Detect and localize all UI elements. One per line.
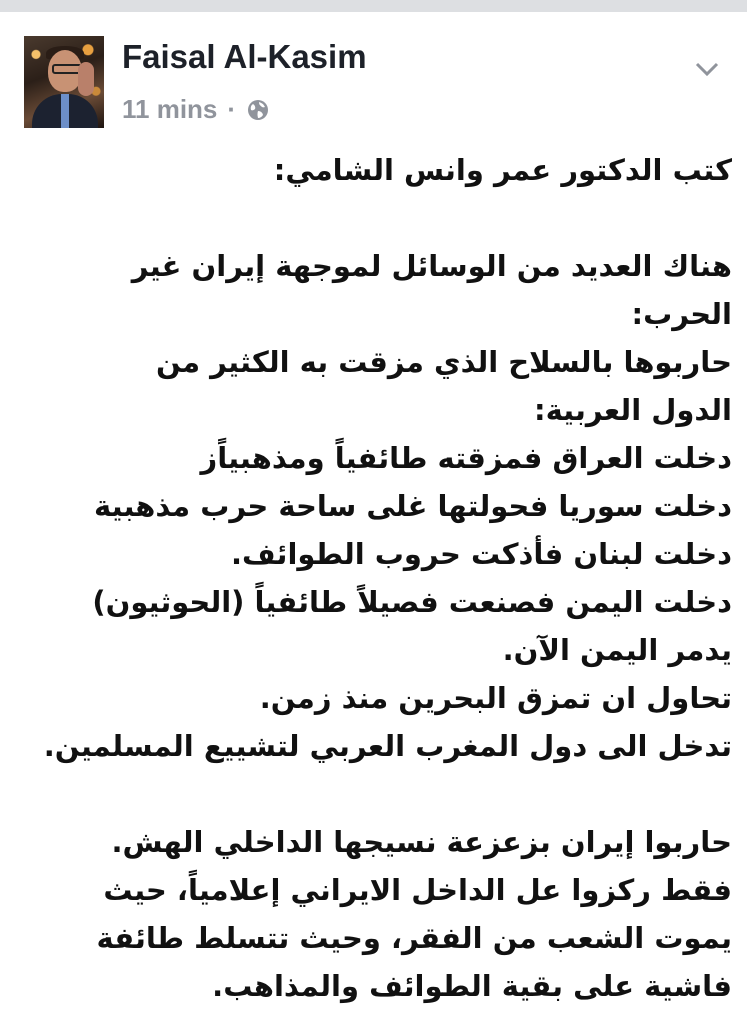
- post-line: حاربوها بالسلاح الذي مزقت به الكثير من: [155, 345, 732, 379]
- post-line: دخلت لبنان فأذكت حروب الطوائف.: [231, 537, 732, 571]
- avatar[interactable]: [24, 36, 104, 128]
- post-line: فقط ركزوا عل الداخل الايراني إعلامياً، حيث: [103, 873, 732, 907]
- post-line: تدخل الى دول المغرب العربي لتشييع المسلمين.: [43, 729, 732, 763]
- globe-icon[interactable]: [246, 98, 270, 122]
- post-timestamp[interactable]: 11 mins: [122, 94, 218, 124]
- post-line: دخلت العراق فمزقته طائفياً ومذهبياًز: [200, 441, 732, 475]
- facebook-post: [0, 12, 747, 1024]
- top-divider: [0, 0, 747, 12]
- meta-separator: ·: [227, 94, 237, 124]
- post-line: يدمر اليمن الآن.: [502, 633, 732, 667]
- post-line: يموت الشعب من الفقر، وحيث تتسلط طائفة: [96, 921, 732, 955]
- author-name[interactable]: Faisal Al-Kasim: [122, 38, 367, 75]
- post-line: الدول العربية:: [533, 393, 732, 427]
- post-line: [20, 770, 732, 818]
- post-line: الحرب:: [631, 297, 732, 331]
- post-line: كتب الدكتور عمر وانس الشامي:: [273, 153, 732, 187]
- post-line: حاربوا إيران بزعزعة نسيجها الداخلي الهش.: [111, 825, 732, 859]
- post-line: [20, 194, 732, 242]
- post-line: فاشية على بقية الطوائف والمذاهب.: [212, 969, 732, 1003]
- post-text: [20, 146, 732, 1010]
- post-line: دخلت سوريا فحولتها غلى ساحة حرب مذهبية: [94, 489, 732, 523]
- chevron-down-icon[interactable]: [694, 60, 720, 78]
- post-line: هناك العديد من الوسائل لموجهة إيران غير: [131, 249, 732, 283]
- post-line: دخلت اليمن فصنعت فصيلاً طائفياً (الحوثيون): [92, 585, 732, 619]
- post-line: تحاول ان تمزق البحرين منذ زمن.: [259, 681, 732, 715]
- post-meta: [122, 94, 270, 125]
